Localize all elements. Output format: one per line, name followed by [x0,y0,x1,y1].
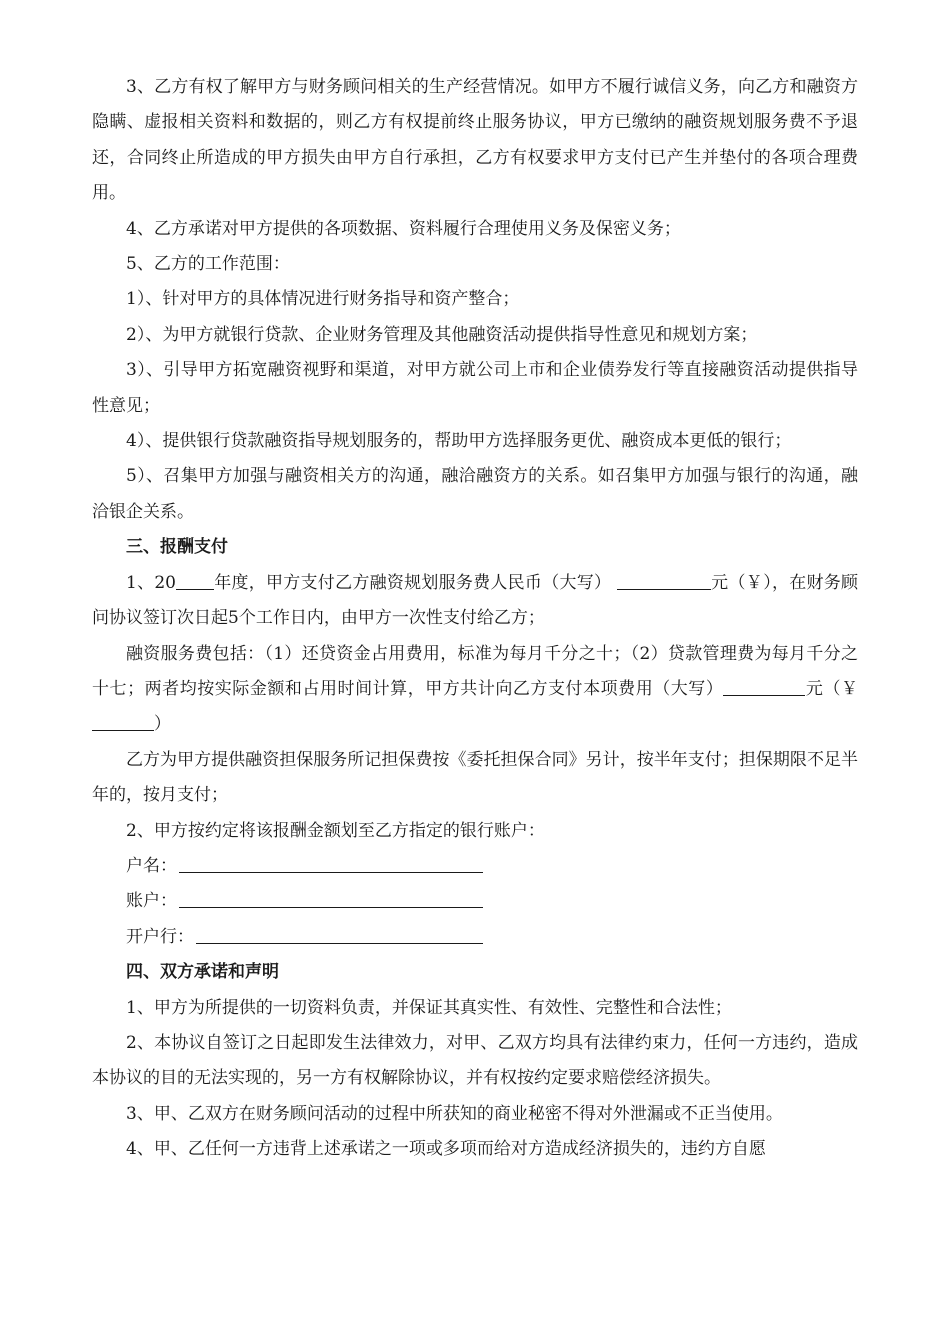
fee-tail-text: ），在财务顾问协议签订次日起5个工作日内，由甲方一次性支付给乙方； [92,572,859,629]
scope-item-5: 5）、召集甲方加强与融资相关方的沟通，融洽融资方的关系。如召集甲方加强与银行的沟通，融洽银企关系。 [92,466,858,522]
service-fee-text: 融资服务费包括：（1）还贷资金占用费用，标准为每月千分之十；（2）贷款管理费为每月千分之十七；两者均按实际金额和占用时间计算，甲方共计向乙方支付本项费用（大写） [92,643,858,699]
promise-4: 4、甲、乙任何一方违背上述承诺之一项或多项而给对方造成经济损失的，违约方自愿 [126,1139,766,1160]
section-3-heading: 三、报酬支付 [126,537,228,558]
account-number-row [92,884,858,919]
promise-2: 2、本协议自签订之日起即发生法律效力，对甲、乙双方均具有法律约束力，任何一方违约，造成本协议的目的无法实现的，另一方有权解除协议，并有权按约定要求赔偿经济损失。 [92,1032,858,1089]
guarantee-fee-clause: 乙方为甲方提供融资担保服务所记担保费按《委托担保合同》另计，按半年支付；担保期限不足半年的，按月支付； [92,749,858,806]
promise-1: 1、甲方为所提供的一切资料负责，并保证其真实性、有效性、完整性和合法性； [126,997,732,1018]
account-number-label: 账户： [126,891,177,912]
year-prefix: 1、20 [126,572,176,593]
year-blank[interactable] [176,572,214,590]
clause-2-4: 4、乙方承诺对甲方提供的各项数据、资料履行合理使用义务及保密义务； [126,218,681,239]
service-fee-yuan-text: 元（￥ [805,678,859,699]
clause-2-5: 5、乙方的工作范围： [126,254,290,275]
account-name-label: 户名： [126,855,177,876]
scope-item-4: 4）、提供银行贷款融资指导规划服务的，帮助甲方选择服务更优、融资成本更低的银行； [126,431,792,452]
fee-text: 年度，甲方支付乙方融资规划服务费人民币（大写） [213,572,612,593]
bank-row [92,920,858,955]
fee-yuan-text: 元（￥ [710,572,763,593]
scope-item-1: 1）、针对甲方的具体情况进行财务指导和资产整合； [126,289,520,310]
service-fee-words-blank[interactable] [723,678,805,696]
clause-2-3: 3、乙方有权了解甲方与财务顾问相关的生产经营情况。如甲方不履行诚信义务，向乙方和融资方隐瞒、虚报相关资料和数据的，则乙方有权提前终止服务协议，甲方已缴纳的融资规划服务费不予退还，合同终止所造成的甲方损失由甲方自行承担，乙方有权要求甲方支付已产生并垫付的各项合理费用。 [92,77,858,204]
service-fee-clause [92,637,858,743]
scope-item-3: 3）、引导甲方拓宽融资视野和渠道，对甲方就公司上市和企业债券发行等直接融资活动提供指导性意见； [92,360,858,416]
account-name-blank[interactable] [179,855,483,873]
service-fee-figure-blank[interactable] [92,713,154,731]
scope-item-2: 2）、为甲方就银行贷款、企业财务管理及其他融资活动提供指导性意见和规划方案； [126,324,758,345]
promise-3: 3、甲、乙双方在财务顾问活动的过程中所获知的商业秘密不得对外泄漏或不正当使用。 [126,1103,783,1124]
bank-label: 开户行： [126,926,194,947]
service-fee-tail: ） [154,714,171,735]
bank-blank[interactable] [196,926,483,944]
payment-clause-2: 2、甲方按约定将该报酬金额划至乙方指定的银行账户： [126,820,545,841]
section-4-heading: 四、双方承诺和声明 [126,962,279,983]
account-name-row [92,849,858,884]
account-number-blank[interactable] [179,890,483,908]
fee-amount-words-blank[interactable] [617,572,711,590]
payment-clause-1 [92,566,858,637]
